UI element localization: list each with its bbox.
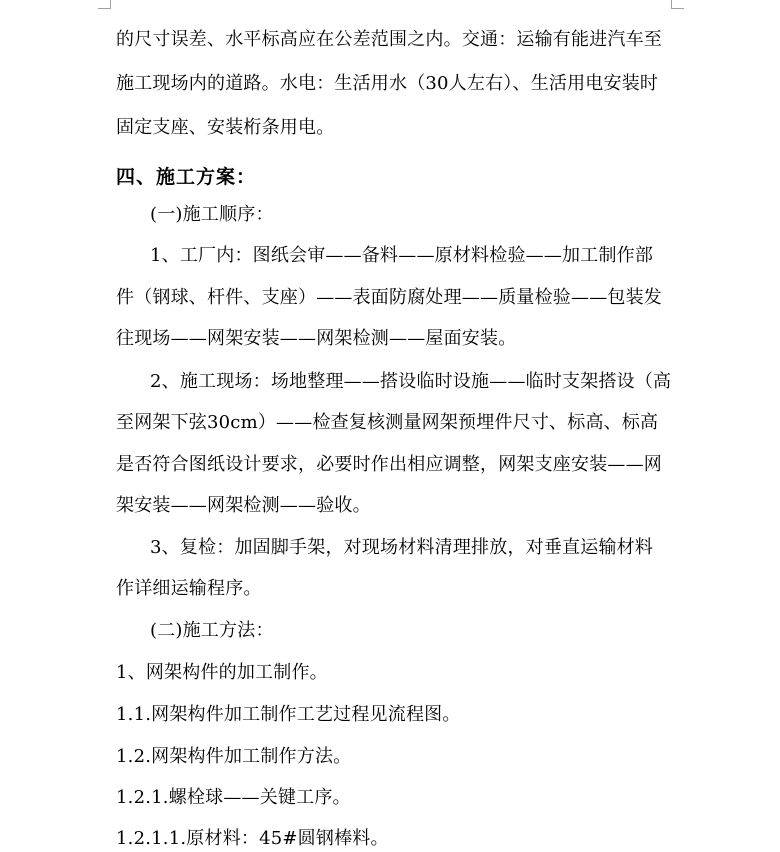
paragraph-line: 1、工厂内：图纸会审——备料——原材料检验——加工制作部: [150, 245, 654, 266]
subsection-heading: (一)施工顺序：: [150, 204, 274, 225]
paragraph-line: 的尺寸误差、水平标高应在公差范围之内。交通：运输有能进汽车至: [116, 29, 662, 50]
paragraph-line: 3、复检：加固脚手架，对现场材料清理排放，对垂直运输材料: [150, 537, 654, 558]
paragraph-line: 往现场——网架安装——网架检测——屋面安装。: [116, 328, 517, 349]
paragraph-line: 1.1.网架构件加工制作工艺过程见流程图。: [116, 704, 461, 725]
page-corner-mark-right: [671, 0, 684, 9]
paragraph-line: 至网架下弦30cm）——检查复核测量网架预埋件尺寸、标高、标高: [116, 412, 659, 433]
paragraph-line: 施工现场内的道路。水电：生活用水（30人左右）、生活用电安装时: [116, 73, 659, 94]
paragraph-line: 1.2.网架构件加工制作方法。: [116, 746, 352, 767]
section-heading: 四、施工方案：: [116, 166, 257, 188]
paragraph-line: 1、网架构件的加工制作。: [116, 662, 328, 683]
subsection-heading: (二)施工方法：: [150, 620, 274, 641]
paragraph-line: 1.2.1.1.原材料：45#圆钢棒料。: [116, 828, 389, 849]
paragraph-line: 作详细运输程序。: [116, 578, 262, 599]
paragraph-line: 1.2.1.螺栓球——关键工序。: [116, 787, 351, 808]
paragraph-line: 件（钢球、杆件、支座）——表面防腐处理——质量检验——包装发: [116, 287, 662, 308]
paragraph-line: 是否符合图纸设计要求，必要时作出相应调整，网架支座安装——网: [116, 454, 662, 475]
paragraph-line: 固定支座、安装桁条用电。: [116, 117, 335, 138]
page-corner-mark-left: [98, 0, 111, 9]
paragraph-line: 2、施工现场：场地整理——搭设临时设施——临时支架搭设（高: [150, 371, 672, 392]
paragraph-line: 架安装——网架检测——验收。: [116, 495, 371, 516]
